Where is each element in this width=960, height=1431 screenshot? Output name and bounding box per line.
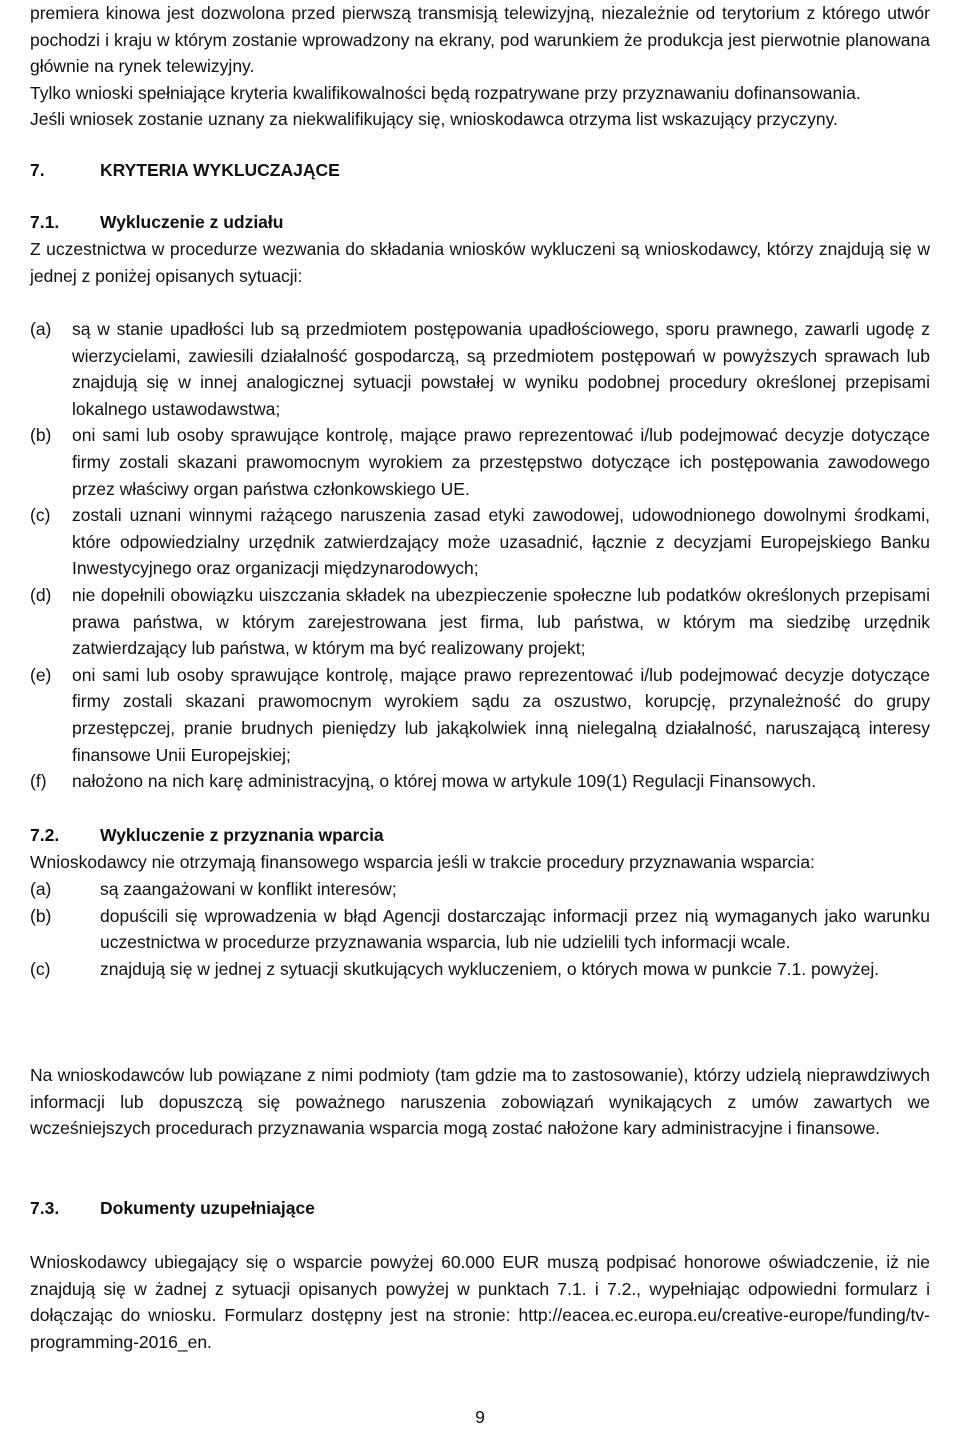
item-label: (a) (30, 319, 52, 339)
item-text: oni sami lub osoby sprawujące kontrolę, mające prawo reprezentować i/lub podejmować decyzje dotyczące firmy zostali skazani prawomocnym wyrokiem za przestępstwo dotyczące ich postępowania zawodowego przez właściwy organ państwa członkowskiego UE. (72, 425, 930, 499)
section-7-heading (30, 157, 340, 184)
list-item (30, 582, 930, 662)
item-text: są zaangażowani w konflikt interesów; (100, 879, 397, 899)
section-7-2-heading (30, 822, 384, 849)
section-7-2-intro: Wnioskodawcy nie otrzymają finansowego wsparcia jeśli w trakcie procedury przyznawania wsparcia: (30, 852, 815, 872)
section-title: Wykluczenie z przyznania wparcia (100, 825, 384, 845)
list-item (30, 502, 930, 582)
list-item (30, 903, 930, 956)
section-number: 7.3. (30, 1198, 60, 1218)
list-item (30, 316, 930, 422)
section-7-2-closing: Na wnioskodawców lub powiązane z nimi podmioty (tam gdzie ma to zastosowanie), którzy udzielą nieprawdziwych informacji lub dopuszczą się poważnego naruszenia zobowiązań wynikających z umów zawartych we wcześniejszych procedurach przyznawania wsparcia mogą zostać nałożone kary administracyjne i finansowe. (30, 1065, 930, 1139)
item-label: (c) (30, 958, 51, 979)
section-title: KRYTERIA WYKLUCZAJĄCE (100, 160, 340, 180)
item-label: (c) (30, 505, 51, 526)
section-7-3-heading (30, 1195, 315, 1222)
section-number: 7.2. (30, 825, 60, 845)
item-text: nałożono na nich karę administracyjną, o której mowa w artykule 109(1) Regulacji Finansowych. (72, 771, 817, 792)
intro-paragraph: Tylko wnioski spełniające kryteria kwalifikowalności będą rozpatrywane przy przyznawaniu dofinansowania. (30, 82, 861, 103)
list-item (30, 956, 930, 983)
section-7-3-text: Wnioskodawcy ubiegający się o wsparcie powyżej 60.000 EUR muszą podpisać honorowe oświadczenie, iż nie znajdują się w żadnej z sytuacji opisanych powyżej w punktach 7.1. i 7.2., wypełniając odpowiedni formularz i dołączając do wniosku. Formularz dostępny jest na stronie: http://eacea.ec.europa.eu/creative-europe/funding/tv-programming-2016_en. (30, 1252, 930, 1352)
item-text: zostali uznani winnymi rażącego naruszenia zasad etyki zawodowej, udowodnionego dowolnymi środkami, które odpowiedzialny urzędnik zatwierdzający może uzasadnić, łącznie z decyzjami Europejskiego Banku Inwestycyjnego oraz organizacji międzynarodowych; (72, 505, 930, 579)
item-text: nie dopełnili obowiązku uiszczania składek na ubezpieczenie społeczne lub podatków określonych przepisami prawa państwa, w którym zarejestrowana jest firma, lub państwa, w którym ma siedzibę urzędnik zatwierdzający lub państwa, w którym ma być realizowany projekt; (72, 584, 930, 659)
list-item (30, 662, 930, 768)
intro-continuation (30, 0, 930, 133)
item-label: (f) (30, 771, 47, 792)
exclusion-list (30, 316, 930, 795)
section-number: 7.1. (30, 212, 60, 232)
item-label: (a) (30, 879, 52, 899)
item-text: oni sami lub osoby sprawujące kontrolę, mające prawo reprezentować i/lub podejmować decyzje dotyczące firmy zostali skazani prawomocnym wyrokiem sądu za oszustwo, korupcję, przynależność do grupy przestępczej, pranie brudnych pieniędzy lub jakąkolwiek inną nielegalną działalność, naruszającą interesy finansowe Unii Europejskiej; (72, 664, 930, 765)
list-item (30, 876, 930, 903)
item-label: (d) (30, 584, 52, 605)
section-title: Dokumenty uzupełniające (100, 1198, 315, 1218)
support-exclusion-list (30, 876, 930, 982)
list-item (30, 768, 930, 795)
section-title: Wykluczenie z udziału (100, 212, 284, 232)
item-label: (e) (30, 664, 52, 685)
item-label: (b) (30, 425, 52, 446)
list-item (30, 422, 930, 502)
section-7-1-heading (30, 209, 283, 236)
section-7-1-intro: Z uczestnictwa w procedurze wezwania do składania wniosków wykluczeni są wnioskodawcy, którzy znajdują się w jednej z poniżej opisanych sytuacji: (30, 239, 930, 286)
item-text: znajdują się w jednej z sytuacji skutkujących wykluczeniem, o których mowa w punkcie 7.1. powyżej. (100, 958, 880, 979)
item-label: (b) (30, 905, 52, 926)
intro-paragraph: premiera kinowa jest dozwolona przed pierwszą transmisją telewizyjną, niezależnie od terytorium z którego utwór pochodzi i kraju w którym zostanie wprowadzony na ekrany, pod warunkiem że produkcja jest pierwotnie planowana głównie na rynek telewizyjny. (30, 3, 930, 77)
item-text: dopuścili się wprowadzenia w błąd Agencji dostarczając informacji przez nią wymaganych jako warunku uczestnictwa w procedurze przyznawania wsparcia, lub nie udzielili tych informacji wcale. (100, 905, 930, 953)
section-number: 7. (30, 160, 45, 180)
item-text: są w stanie upadłości lub są przedmiotem postępowania upadłościowego, sporu prawnego, zawarli ugodę z wierzycielami, zawiesili działalność gospodarczą, są przedmiotem postępowań w powyższych sprawach lub znajdują się w innej analogicznej sytuacji powstałej w wyniku podobnej procedury określonej przepisami lokalnego ustawodawstwa; (72, 319, 930, 419)
intro-paragraph: Jeśli wniosek zostanie uznany za niekwalifikujący się, wnioskodawca otrzyma list wskazujący przyczyny. (30, 109, 838, 130)
page-number: 9 (475, 1407, 485, 1427)
